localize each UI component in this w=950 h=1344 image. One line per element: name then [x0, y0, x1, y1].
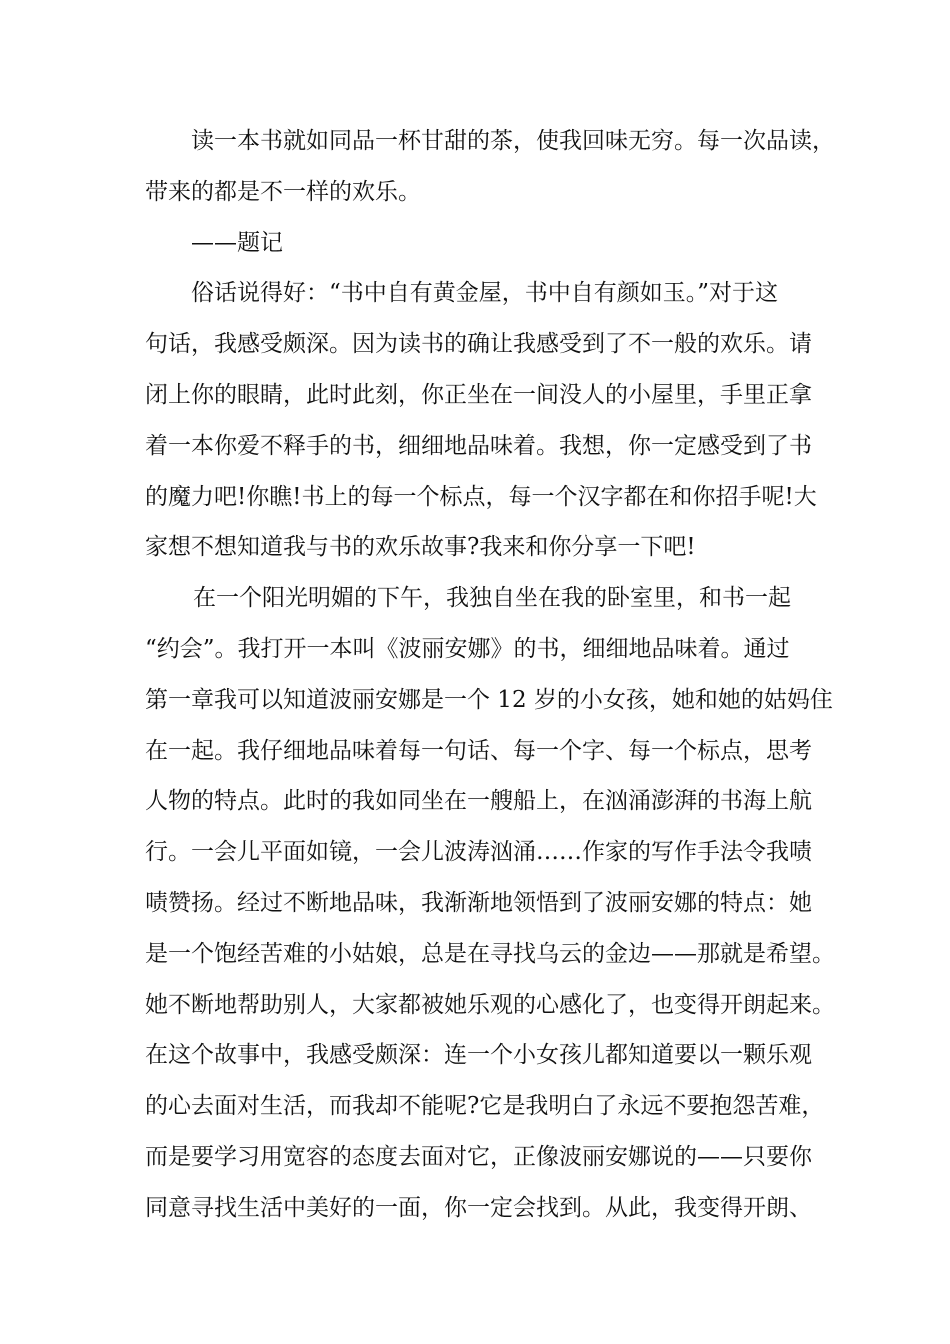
text-line: 着一本你爱不释手的书，细细地品味着。我想，你一定感受到了书 [145, 432, 812, 459]
text-line: 句话，我感受颇深。因为读书的确让我感受到了不一般的欢乐。请 [145, 331, 812, 358]
text-line: 行。一会儿平面如镜，一会儿波涛汹涌……作家的写作手法令我啧 [145, 839, 812, 866]
text-line: 是一个饱经苦难的小姑娘，总是在寻找乌云的金边——那就是希望。 [145, 940, 835, 967]
text-line: 在一起。我仔细地品味着每一句话、每一个字、每一个标点，思考 [145, 737, 812, 764]
text-line: 人物的特点。此时的我如同坐在一艘船上，在汹涌澎湃的书海上航 [145, 788, 812, 815]
text-line: 家想不想知道我与书的欢乐故事?我来和你分享一下吧! [145, 534, 696, 561]
text-line: 她不断地帮助别人，大家都被她乐观的心感化了，也变得开朗起来。 [145, 991, 835, 1018]
epigraph-signature: ——题记 [191, 229, 283, 256]
text-line: 的魔力吧!你瞧!书上的每一个标点，每一个汉字都在和你招手呢!大 [145, 483, 817, 510]
text-line: 读一本书就如同品一杯甘甜的茶，使我回味无穷。每一次品读， [191, 128, 835, 154]
text-line: 俗话说得好：“书中自有黄金屋，书中自有颜如玉。”对于这 [191, 280, 779, 307]
text-line: 同意寻找生活中美好的一面，你一定会找到。从此，我变得开朗、 [145, 1194, 812, 1221]
text-line: 啧赞扬。经过不断地品味，我渐渐地领悟到了波丽安娜的特点：她 [145, 889, 812, 916]
text-line: 在这个故事中，我感受颇深：连一个小女孩儿都知道要以一颗乐观 [145, 1042, 812, 1069]
text-line: 在一个阳光明媚的下午，我独自坐在我的卧室里，和书一起 [193, 585, 791, 612]
text-line: 的心去面对生活，而我却不能呢?它是我明白了永远不要抱怨苦难， [145, 1093, 825, 1120]
text-line: 闭上你的眼睛，此时此刻，你正坐在一间没人的小屋里，手里正拿 [145, 381, 812, 408]
text-line: “约会”。我打开一本叫《波丽安娜》的书，细细地品味着。通过 [145, 635, 790, 662]
text-line: 而是要学习用宽容的态度去面对它，正像波丽安娜说的——只要你 [145, 1143, 812, 1170]
document-body [145, 128, 835, 1248]
text-line: 带来的都是不一样的欢乐。 [145, 178, 421, 205]
text-line: 第一章我可以知道波丽安娜是一个 12 岁的小女孩，她和她的姑妈住 [145, 686, 833, 713]
